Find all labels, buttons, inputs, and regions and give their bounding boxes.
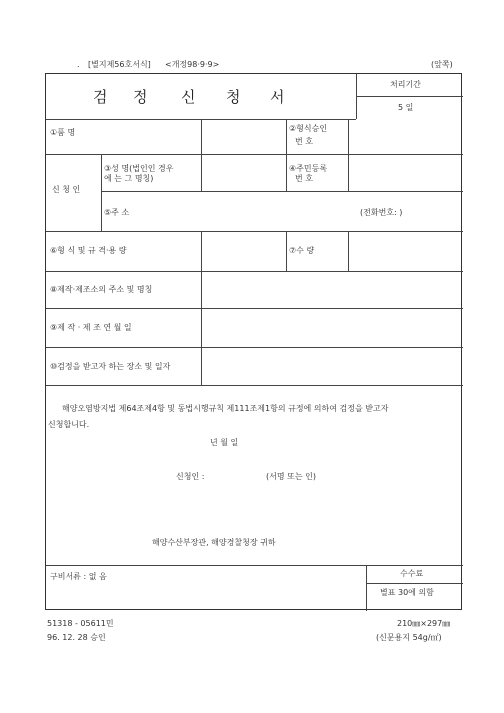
quantity-label: ⑦수 량 [289,246,315,255]
application-date: 년 월 일 [210,438,239,447]
application-form [45,73,462,610]
title-char-4: 청 [226,88,243,106]
type-approval-label-1: ②형식승인 [289,124,328,133]
title-char-5: 서 [270,88,287,106]
statement-line-1: 해양오염방지법 제64조제4항 및 동법시행규칙 제111조제1항의 규정에 의하여 검정을 받고자 [62,404,389,413]
rule [356,96,463,97]
rule [46,308,463,309]
address-label: ⑤주 소 [104,208,130,217]
rule [46,154,463,155]
rule [366,583,463,584]
processing-period-value: 5 일 [398,103,414,112]
processing-period-label: 처리기간 [390,80,421,89]
item-name-label: ①품 명 [50,128,76,137]
manufacture-date-label: ⑨제 작 · 제 조 연 월 일 [50,323,132,332]
inspection-place-label: ⑩검정을 받고자 하는 장소 및 일자 [50,362,171,371]
rule [201,231,202,271]
fee-label: 수수료 [400,569,424,578]
required-documents: 구비서류 : 없 음 [50,572,107,581]
rule [46,347,463,348]
front-side-label: (앞쪽) [431,60,453,69]
form-code: 51318 - 05611민 [47,619,114,628]
rule [348,231,349,271]
title-char-2: 정 [133,88,150,106]
rule [101,191,463,192]
manufacturer-label: ⑧제작·제조소의 주소 및 명칭 [50,285,153,294]
rule [46,231,463,232]
paper-size: 210㎜×297㎜ [397,619,451,628]
rule [366,565,367,611]
rule [46,385,463,386]
rule [201,271,202,385]
title-char-1: 검 [93,88,110,106]
rule [286,231,287,271]
rule [201,154,202,191]
statement-line-2: 신청합니다. [48,420,90,429]
phone-label: (전화번호: ) [360,208,403,217]
fee-value: 별표 30에 의함 [380,588,434,597]
model-spec-label: ⑥형 식 및 규 격·용 량 [50,246,127,255]
rule [201,119,202,154]
rule [46,565,463,566]
type-approval-label-2: 번 호 [295,137,313,146]
approval-date: 96. 12. 28 승인 [47,633,106,642]
rule [348,119,349,191]
paper-type: (신문용지 54g/㎡) [376,633,442,642]
sign-note: (서명 또는 인) [266,472,316,481]
applicant-sign-label: 신청인 : [176,472,205,481]
resident-no-label-2: 번 호 [295,174,313,183]
header-mark: . [77,60,80,69]
addressee: 해양수산부장관, 해양경찰청장 귀하 [152,538,276,547]
applicant-label: 신 청 인 [52,185,81,194]
form-number: [별지제56호서식] [88,60,151,69]
rule [46,271,463,272]
rule [356,74,357,119]
name-label-1: ③성 명(법인인 경우 [104,164,174,173]
rule [101,154,102,231]
revision-note: <개정98·9·9> [165,60,220,69]
title-char-3: 신 [181,88,198,106]
rule [286,119,287,191]
name-label-2: 에 는 그 명칭) [104,174,154,183]
resident-no-label-1: ④주민등록 [289,164,328,173]
